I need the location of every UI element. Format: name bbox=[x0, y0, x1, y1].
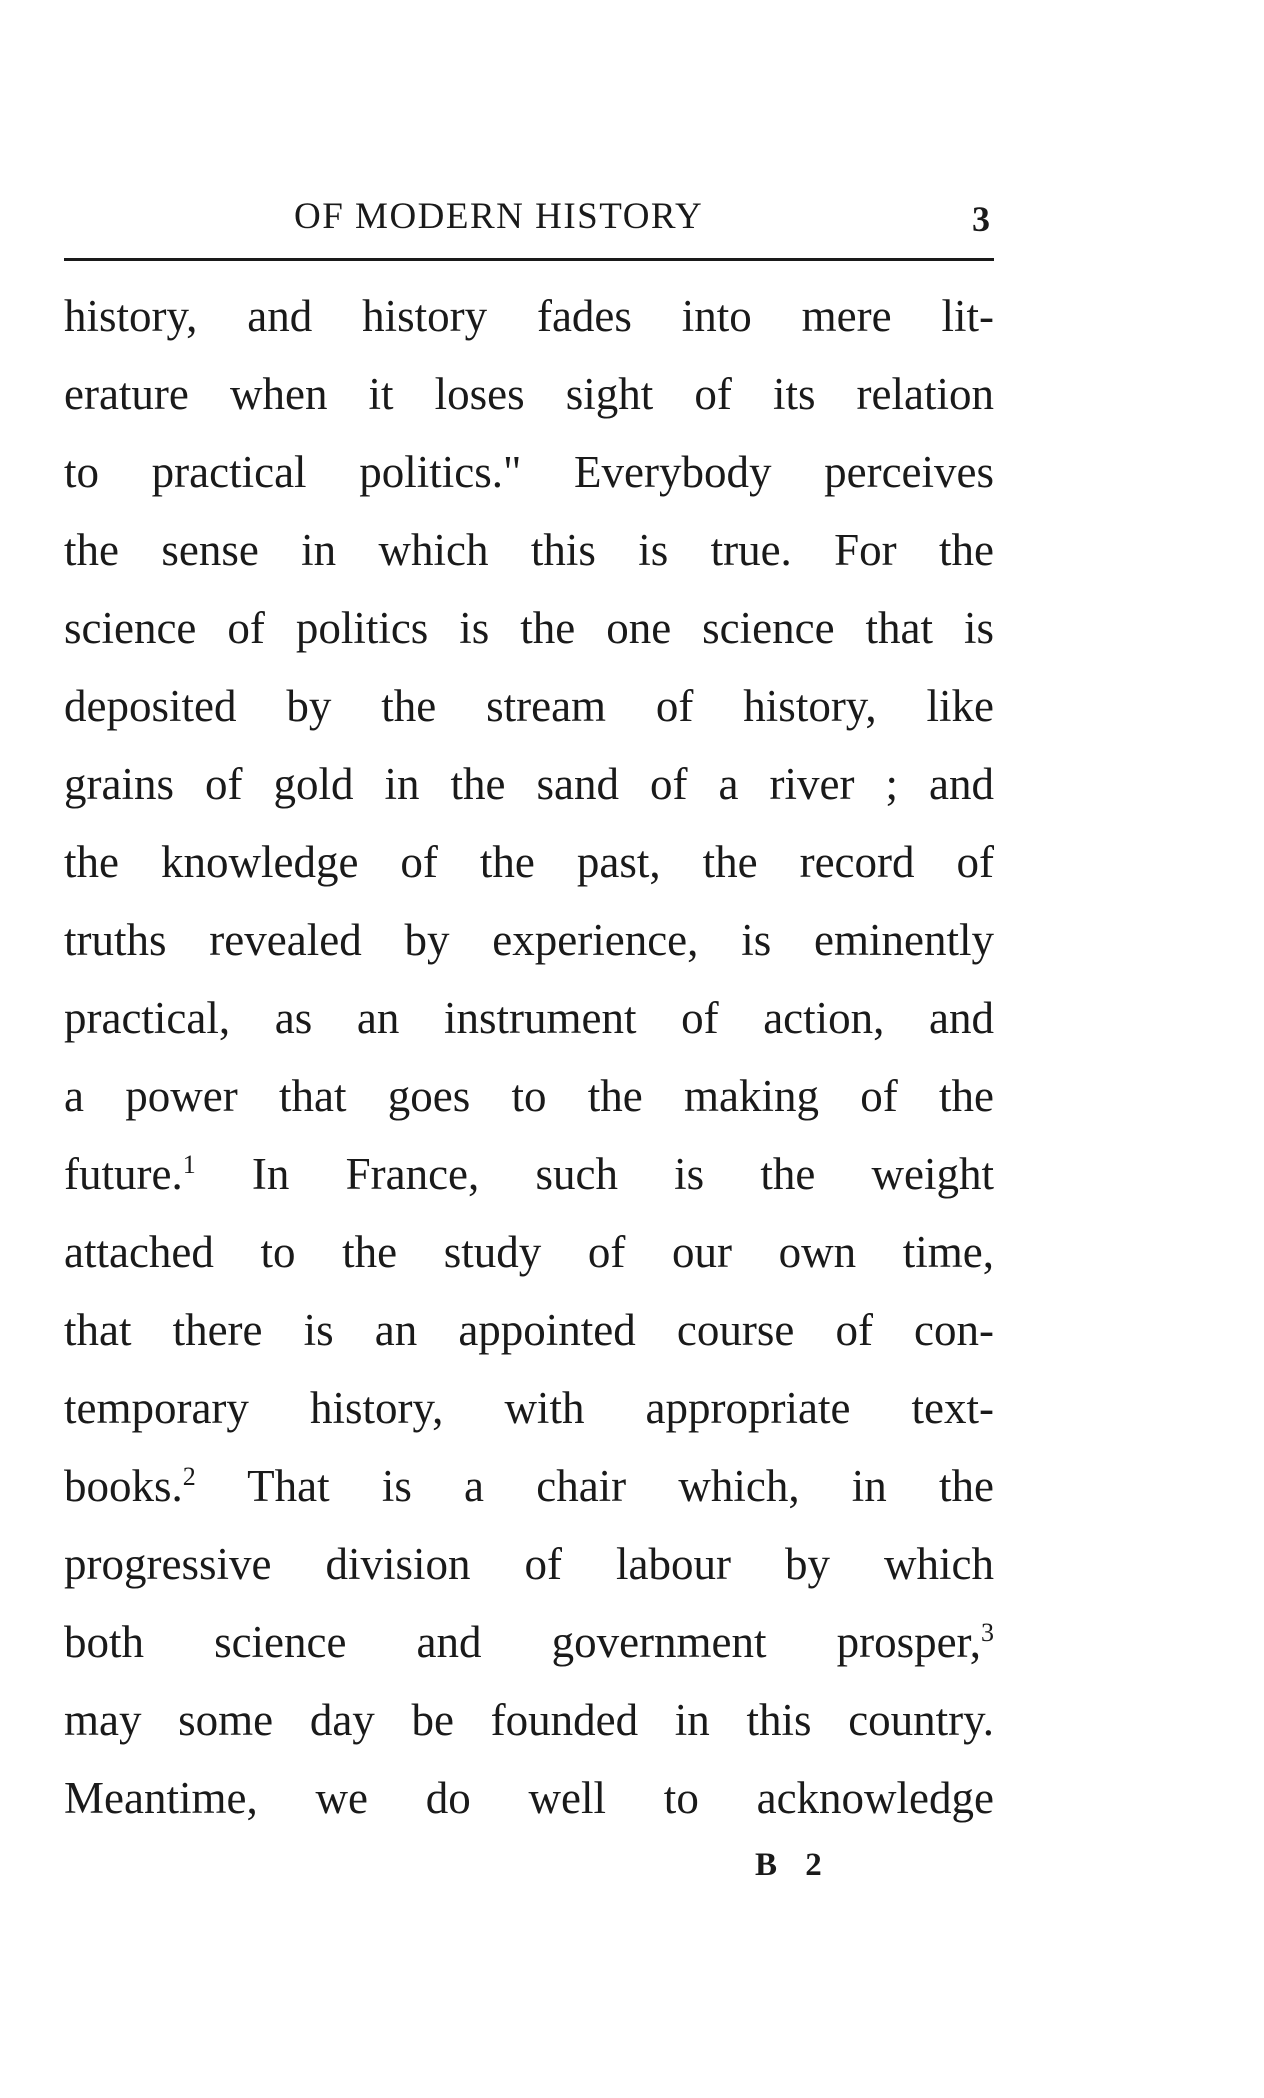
text-line bbox=[64, 1135, 994, 1213]
line-text: the knowledge of the past, the record of bbox=[64, 837, 994, 887]
signature-mark: B 2 bbox=[755, 1847, 832, 1883]
footnote-marker-2[interactable]: 2 bbox=[182, 1462, 196, 1491]
running-head bbox=[64, 190, 994, 244]
footnote-marker-3[interactable]: 3 bbox=[981, 1618, 994, 1647]
running-title: OF MODERN HISTORY bbox=[294, 196, 704, 237]
line-text: that there is an appointed course of con- bbox=[64, 1305, 994, 1355]
line-text: science of politics is the one science that is bbox=[64, 603, 994, 653]
text-line bbox=[64, 1369, 994, 1447]
line-text: history, and history fades into mere lit- bbox=[64, 291, 994, 341]
line-text: future. bbox=[64, 1149, 183, 1199]
text-line bbox=[64, 667, 994, 745]
footnote-marker-1[interactable]: 1 bbox=[182, 1150, 196, 1179]
text-line bbox=[64, 277, 994, 355]
text-line bbox=[64, 511, 994, 589]
text-line bbox=[64, 1759, 994, 1837]
text-line bbox=[64, 901, 994, 979]
line-text: erature when it loses sight of its relation bbox=[64, 369, 994, 419]
line-text: truths revealed by experience, is eminently bbox=[64, 915, 994, 965]
line-text: practical, as an instrument of action, and bbox=[64, 993, 994, 1043]
text-line bbox=[64, 1057, 994, 1135]
line-text-rest: That is a chair which, in the bbox=[195, 1461, 994, 1511]
line-text: Meantime, we do well to acknowledge bbox=[64, 1773, 994, 1823]
line-text: both science and government prosper, bbox=[64, 1617, 981, 1667]
line-text: the sense in which this is true. For the bbox=[64, 525, 994, 575]
line-text-rest: In France, such is the weight bbox=[195, 1149, 994, 1199]
text-line bbox=[64, 745, 994, 823]
text-line bbox=[64, 823, 994, 901]
text-line bbox=[64, 433, 994, 511]
line-text: progressive division of labour by which bbox=[64, 1539, 994, 1589]
line-text: temporary history, with appropriate text- bbox=[64, 1383, 994, 1433]
line-text: to practical politics." Everybody perceives bbox=[64, 447, 994, 497]
text-line bbox=[64, 1603, 994, 1681]
line-text: attached to the study of our own time, bbox=[64, 1227, 994, 1277]
text-line bbox=[64, 1525, 994, 1603]
line-text: books. bbox=[64, 1461, 183, 1511]
page-number: 3 bbox=[972, 199, 990, 239]
text-line bbox=[64, 589, 994, 667]
text-line bbox=[64, 1447, 994, 1525]
line-text: deposited by the stream of history, like bbox=[64, 681, 994, 731]
line-text: a power that goes to the making of the bbox=[64, 1071, 994, 1121]
line-text: may some day be founded in this country. bbox=[64, 1695, 994, 1745]
text-line bbox=[64, 1291, 994, 1369]
text-line bbox=[64, 1681, 994, 1759]
header-rule bbox=[64, 258, 994, 261]
text-line bbox=[64, 355, 994, 433]
text-line bbox=[64, 979, 994, 1057]
body-text bbox=[64, 277, 994, 1837]
line-text: grains of gold in the sand of a river ; and bbox=[64, 759, 994, 809]
text-line bbox=[64, 1213, 994, 1291]
